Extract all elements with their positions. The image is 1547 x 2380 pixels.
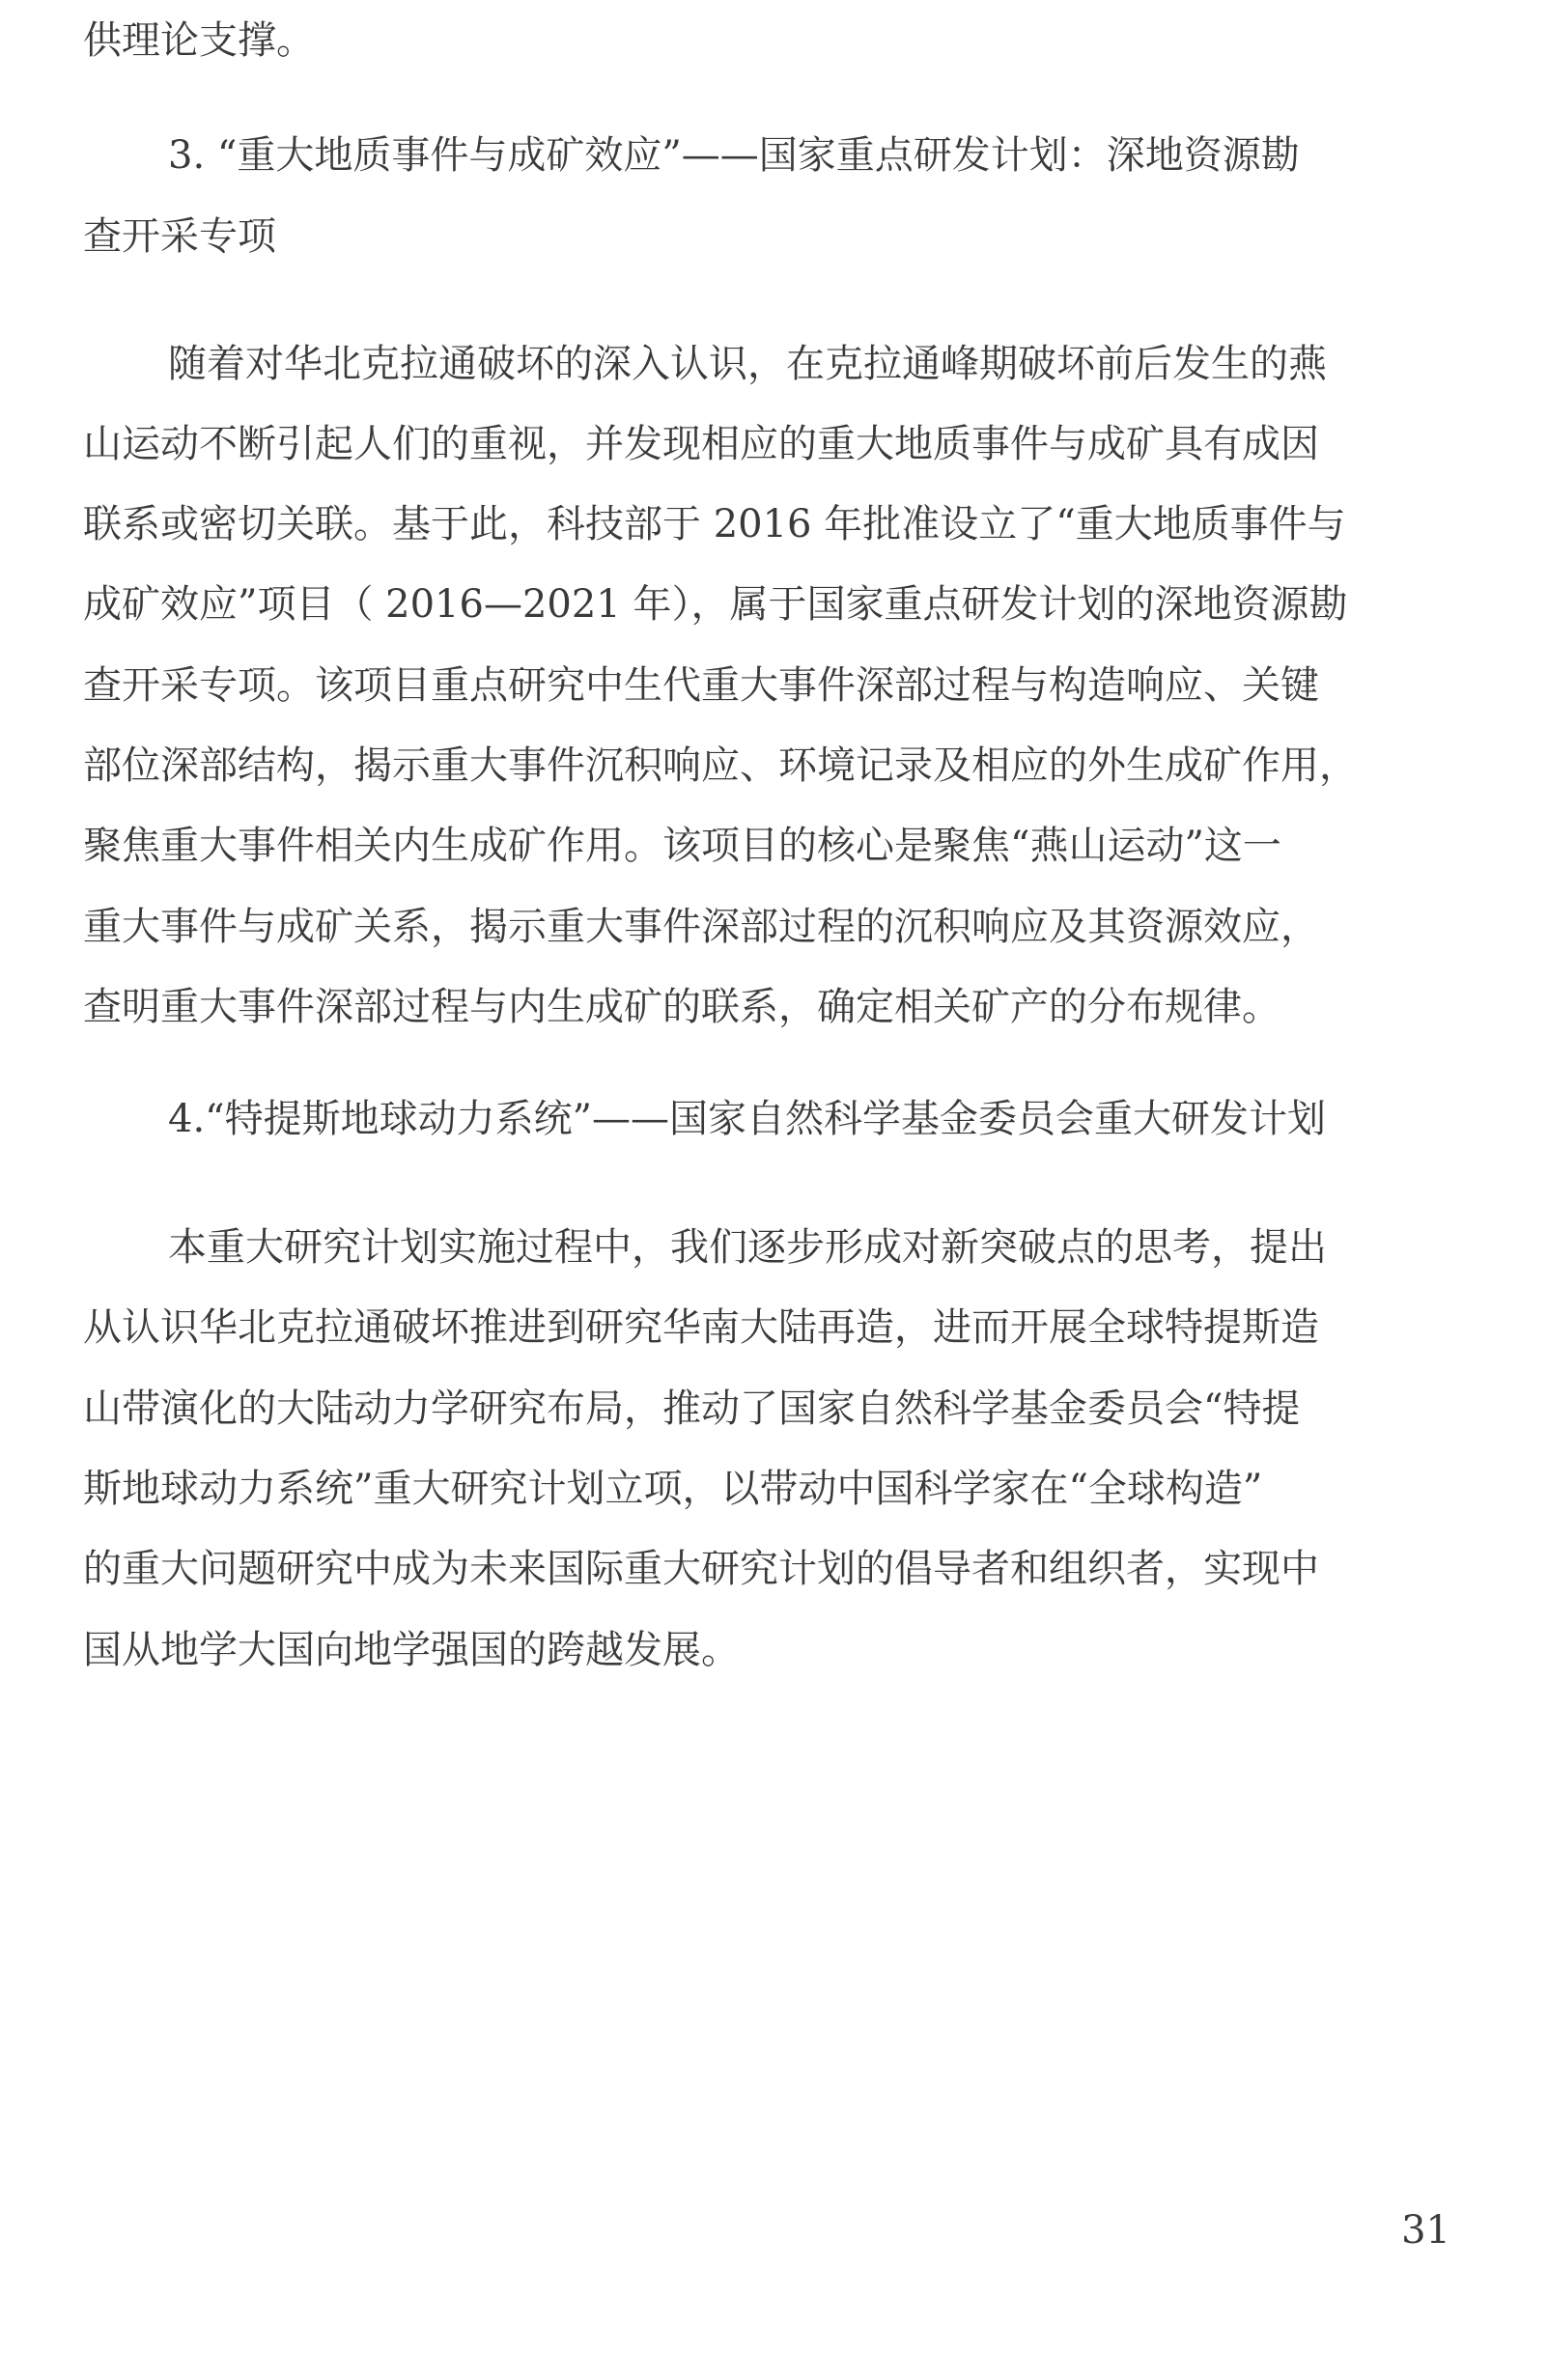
paragraph-line: 山运动不断引起人们的重视，并发现相应的重大地质事件与成矿具有成因 (83, 422, 1319, 466)
paragraph-line: 斯地球动力系统”重大研究计划立项，以带动中国科学家在“全球构造” (83, 1467, 1263, 1511)
paragraph-line: 聚焦重大事件相关内生成矿作用。该项目的核心是聚焦“燕山运动”这一 (83, 824, 1281, 868)
paragraph-line: 部位深部结构，揭示重大事件沉积响应、环境记录及相应的外生成矿作用， (83, 743, 1358, 788)
paragraph-line: 查开采专项。该项目重点研究中生代重大事件深部过程与构造响应、关键 (83, 663, 1319, 708)
paragraph-line: 从认识华北克拉通破坏推进到研究华南大陆再造，进而开展全球特提斯造 (83, 1305, 1319, 1350)
paragraph-line: 重大事件与成矿关系，揭示重大事件深部过程的沉积响应及其资源效应， (83, 905, 1319, 949)
section-4-heading: 4.“特提斯地球动力系统”——国家自然科学基金委员会重大研发计划 (168, 1097, 1327, 1141)
paragraph-line: 的重大问题研究中成为未来国际重大研究计划的倡导者和组织者，实现中 (83, 1547, 1319, 1591)
page-number: 31 (1401, 2208, 1450, 2253)
section-3-heading-line-1: 3. “重大地质事件与成矿效应”——国家重点研发计划：深地资源勘 (168, 133, 1300, 178)
paragraph-line: 成矿效应”项目（ 2016—2021 年），属于国家重点研发计划的深地资源勘 (83, 582, 1348, 627)
paragraph-line: 查明重大事件深部过程与内生成矿的联系，确定相关矿产的分布规律。 (83, 985, 1280, 1029)
continuation-text-line: 供理论支撑。 (83, 18, 315, 63)
paragraph-line: 山带演化的大陆动力学研究布局，推动了国家自然科学基金委员会“特提 (83, 1386, 1301, 1431)
section-3-heading-line-2: 查开采专项 (83, 214, 276, 259)
paragraph-line: 联系或密切关联。基于此，科技部于 2016 年批准设立了“重大地质事件与 (83, 502, 1346, 546)
paragraph-line: 本重大研究计划实施过程中，我们逐步形成对新突破点的思考，提出 (168, 1225, 1327, 1270)
paragraph-line: 随着对华北克拉通破坏的深入认识，在克拉通峰期破坏前后发生的燕 (168, 342, 1327, 386)
paragraph-line: 国从地学大国向地学强国的跨越发展。 (83, 1628, 740, 1672)
